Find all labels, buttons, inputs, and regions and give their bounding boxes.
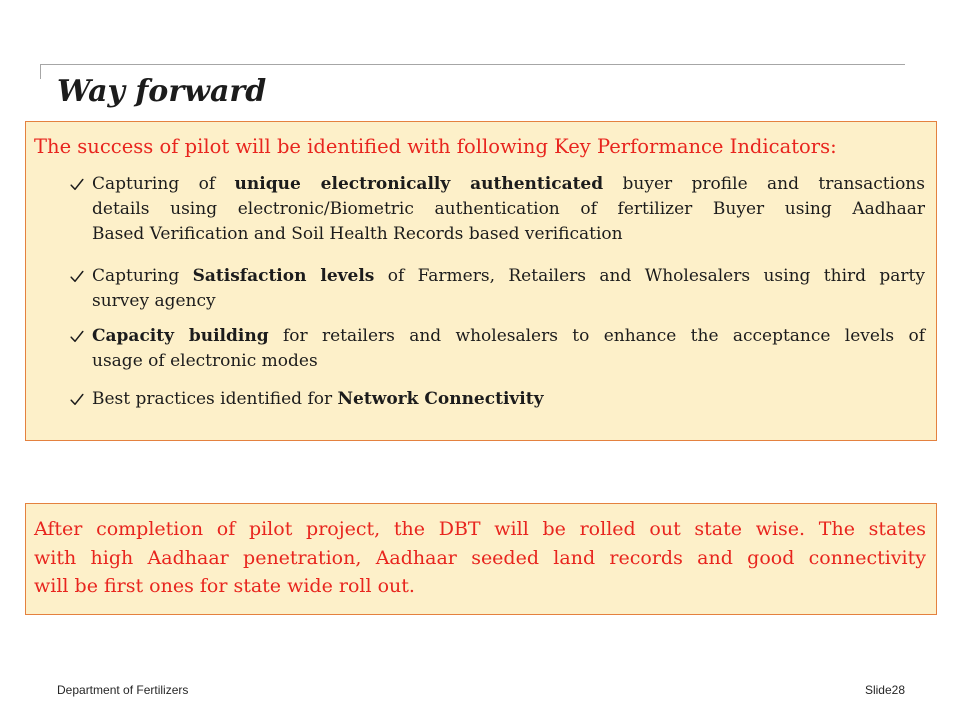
check-icon: [70, 270, 84, 283]
kpi-item-line: [92, 289, 925, 314]
kpi-item-line: [92, 387, 925, 412]
footer-department: Department of Fertilizers: [57, 683, 189, 697]
slide-number: Slide28: [864, 683, 905, 697]
kpi-item-line: [92, 264, 925, 289]
header-rule: [40, 64, 905, 65]
kpi-item-body: [92, 387, 925, 412]
slide-title: Way forward: [57, 74, 267, 109]
check-icon-graphic: [70, 270, 84, 283]
kpi-item-text: buyer profile and transactions: [603, 174, 925, 194]
check-icon-graphic: [70, 178, 84, 191]
header-rule-tick: [40, 64, 41, 79]
kpi-item-line: [92, 324, 925, 349]
kpi-item: [70, 264, 925, 314]
kpi-item-body: [92, 324, 925, 374]
kpi-item-text: usage of electronic modes: [92, 351, 318, 371]
kpi-item-emphasis: unique electronically authenticated: [234, 174, 604, 194]
kpi-item-text: Based Verification and Soil Health Records based verification: [92, 224, 623, 244]
kpi-item-text: Best practices identified for: [92, 389, 338, 409]
kpi-item-emphasis: Capacity building: [92, 326, 269, 346]
kpi-item-text: details using electronic/Biometric authentication of fertilizer Buyer using Aadhaar: [92, 199, 925, 219]
kpi-item-emphasis: Satisfaction levels: [192, 266, 375, 286]
rollout-line: After completion of pilot project, the DBT will be rolled out state wise. The states: [34, 518, 926, 540]
kpi-item-body: [92, 172, 925, 247]
kpi-item: [70, 387, 925, 412]
check-icon: [70, 178, 84, 191]
kpi-item-body: [92, 264, 925, 314]
rollout-text: [34, 515, 926, 601]
kpi-item-line: [92, 172, 925, 197]
kpi-item-text: survey agency: [92, 291, 216, 311]
kpi-item-text: Capturing of: [92, 174, 235, 194]
kpi-item-line: [92, 222, 925, 247]
check-icon: [70, 393, 84, 406]
check-icon-graphic: [70, 330, 84, 343]
kpi-item-line: [92, 197, 925, 222]
check-icon-graphic: [70, 393, 84, 406]
kpi-item-text: of Farmers, Retailers and Wholesalers using third party: [374, 266, 925, 286]
check-icon: [70, 330, 84, 343]
kpi-item-line: [92, 349, 925, 374]
kpi-item-text: for retailers and wholesalers to enhance the acceptance levels of: [268, 326, 925, 346]
kpi-item-text: Capturing: [92, 266, 193, 286]
kpi-item-emphasis: Network Connectivity: [337, 389, 544, 409]
kpi-item: [70, 324, 925, 374]
kpi-box: [25, 121, 937, 441]
rollout-box: [25, 503, 937, 615]
kpi-heading: The success of pilot will be identified with following Key Performance Indicators:: [34, 135, 837, 158]
rollout-line: with high Aadhaar penetration, Aadhaar seeded land records and good connectivity: [34, 546, 926, 569]
rollout-line: will be first ones for state wide roll out.: [34, 575, 415, 597]
kpi-item: [70, 172, 925, 247]
